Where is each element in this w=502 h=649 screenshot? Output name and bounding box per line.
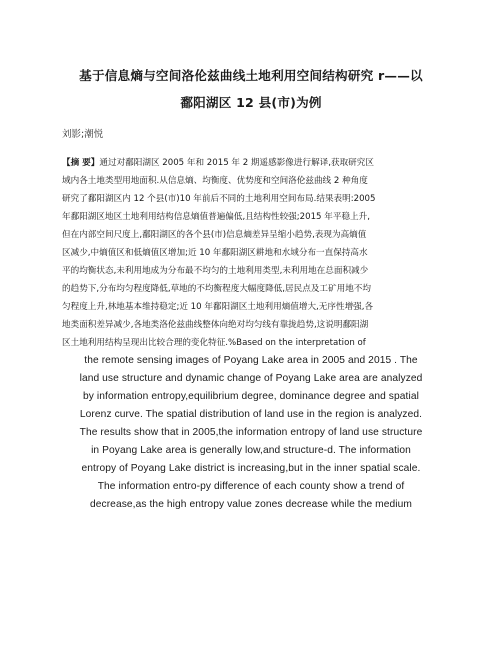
abstract-line-en: land use structure and dynamic change of Poyang Lake area are analyzed <box>79 373 423 384</box>
abstract-line-en: in Poyang Lake area is generally low,and structure-d. The information <box>91 445 411 456</box>
abstract-text: 但在内部空间尺度上,鄱阳湖区的各个县(市)信息熵差异呈缩小趋势,表现为高熵值 <box>62 230 367 240</box>
abstract-text: 平的均衡状态,未利用地成为分布最不均匀的土地利用类型,未利用地在总面积减少 <box>62 266 369 276</box>
abstract-text: 地类面积差异减少,各地类洛伦兹曲线整体向绝对均匀线有靠拢趋势,这说明鄱阳湖 <box>62 320 369 330</box>
abstract-text: 匀程度上升,林地基本维持稳定;近 10 年鄱阳湖区土地利用熵值增大,无序性增强,各 <box>62 302 374 312</box>
abstract-line-en: The results show that in 2005,the information entropy of land use structure <box>79 427 423 438</box>
abstract-line-cn <box>62 280 440 298</box>
abstract-line-en: The information entro-py difference of each county show a trend of <box>97 481 405 492</box>
title-line-2: 鄱阳湖区 12 县(市)为例 <box>180 95 322 110</box>
abstract-text: 的趋势下,分布均匀程度降低,草地的不均衡程度大幅度降低,居民点及工矿用地不均 <box>62 284 371 294</box>
abstract-line-cn <box>62 298 440 316</box>
abstract-text: 区减少,中熵值区和低熵值区增加;近 10 年鄱阳湖区耕地和水域分布一直保持高水 <box>62 248 368 258</box>
abstract-line-cn <box>62 244 440 262</box>
abstract-label: 【摘 要】 <box>62 158 100 168</box>
abstract-text: 年鄱阳湖区地区土地利用结构信息熵值普遍偏低,且结构性较强;2015 年平稳上升, <box>62 212 370 222</box>
abstract-line-en: Lorenz curve. The spatial distribution of land use in the region is analyzed. <box>79 409 423 420</box>
abstract-line-cn <box>62 208 440 226</box>
abstract-text: 区土地利用结构呈现出比较合理的变化特征.%Based on the interpretation of <box>62 338 366 348</box>
abstract-text: 通过对鄱阳湖区 2005 年和 2015 年 2 期遥感影像进行解译,获取研究区 <box>99 158 374 168</box>
abstract-line-cn <box>62 262 440 280</box>
abstract-text: 域内各土地类型用地面积.从信息熵、均衡度、优势度和空间洛伦兹曲线 2 种角度 <box>62 176 368 186</box>
abstract-line-cn <box>62 190 440 208</box>
abstract-line-en: by information entropy,equilibrium degree, dominance degree and spatial <box>83 391 419 402</box>
abstract-line-cn <box>62 334 440 352</box>
abstract-line-en: entropy of Poyang Lake district is increasing,but in the inner spatial scale. <box>81 463 421 474</box>
abstract-text: 研究了鄱阳湖区内 12 个县(市)10 年前后不同的土地利用空间布局.结果表明:2005 <box>62 194 376 204</box>
abstract-line-cn <box>62 154 440 172</box>
authors: 刘影;潮悦 <box>62 129 104 140</box>
abstract <box>62 154 440 514</box>
abstract-line-en: the remote sensing images of Poyang Lake area in 2005 and 2015 . The <box>84 355 418 366</box>
abstract-line-en: decrease,as the high entropy value zones decrease while the medium <box>89 499 413 510</box>
title-line-1: 基于信息熵与空间洛伦兹曲线土地利用空间结构研究 r——以 <box>79 68 423 83</box>
abstract-line-cn <box>62 226 440 244</box>
abstract-line-cn <box>62 316 440 334</box>
abstract-line-cn <box>62 172 440 190</box>
paper-title <box>40 62 462 116</box>
